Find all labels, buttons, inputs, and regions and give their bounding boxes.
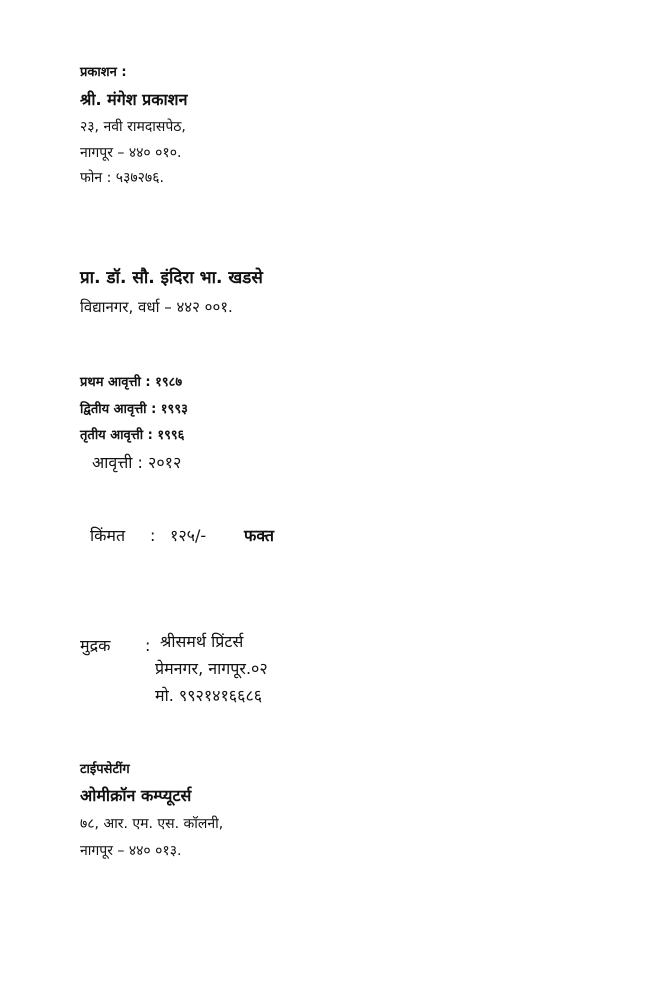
- edition-latest: आवृत्ती : २०१२: [92, 453, 182, 472]
- price-suffix: फक्त: [244, 526, 275, 545]
- publisher-address-line2: नागपूर – ४४० ०१०.: [80, 145, 182, 161]
- publisher-phone: फोन : ५३७२७६.: [80, 170, 164, 186]
- printer-mobile: मो. ९९२१४१६६८६: [155, 686, 263, 705]
- publisher-name: श्री. मंगेश प्रकाशन: [80, 90, 188, 109]
- author-name: प्रा. डॉ. सौ. इंदिरा भा. खडसे: [80, 268, 263, 288]
- publisher-address-line1: २३, नवी रामदासपेठ,: [80, 119, 186, 135]
- typesetting-address-line2: नागपूर – ४४० ०१३.: [80, 843, 182, 859]
- publisher-heading: प्रकाशन :: [80, 65, 127, 80]
- printer-separator: :: [145, 636, 151, 655]
- price-label: किंमत: [90, 526, 126, 545]
- typesetting-address-line1: ७८, आर. एम. एस. कॉलनी,: [80, 816, 224, 832]
- edition-first: प्रथम आवृत्ती : १९८७: [80, 375, 183, 390]
- edition-third: तृतीय आवृत्ती : १९९६: [80, 428, 185, 443]
- author-address: विद्यानगर, वर्धा – ४४२ ००१.: [80, 298, 233, 316]
- edition-second: द्वितीय आवृत्ती : १९९३: [80, 402, 188, 417]
- typesetting-name: ओमीक्रॉन कम्प्यूटर्स: [80, 786, 192, 805]
- price-amount: १२५/-: [170, 526, 207, 545]
- price-separator: :: [150, 526, 156, 545]
- printer-address: प्रेमनगर, नागपूर.०२: [155, 659, 268, 678]
- typesetting-heading: टाईपसेटींग: [80, 762, 130, 777]
- printer-label: मुद्रक: [80, 636, 111, 655]
- printer-name: श्रीसमर्थ प्रिंटर्स: [160, 632, 244, 651]
